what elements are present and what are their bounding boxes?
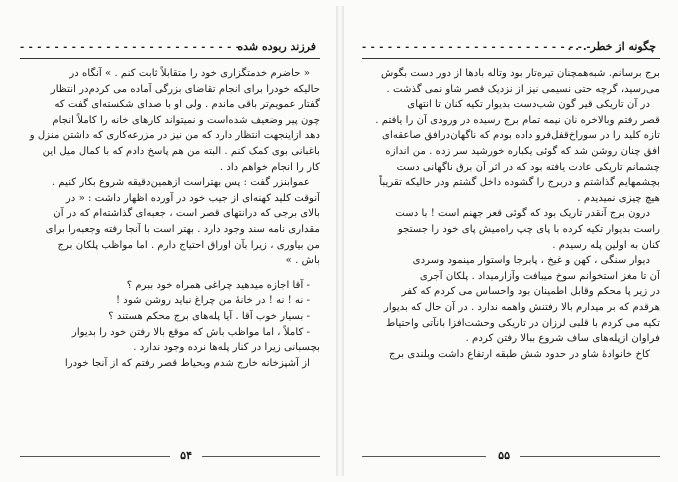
footer-rule [520,456,660,457]
text-line: گفتار عمویم‌تر باقی ماندم . ولی او با صدای شکسته‌ای گفت که [54,99,320,111]
text-line: چشمانم تاریکی عادت یافته بود که در اثر آن برق ناگهانی دست [396,161,660,173]
left-header-ornament: - - - - - - - - - - - - - - - - - - - - - - - - - - [20,42,241,53]
text-line: برج برسانم. شبه‌همچنان تیره‌تار بود وتاله بادها از دور دست بگوش [380,68,660,79]
right-page-footer [362,450,660,464]
text-line: دیوار سنگی ، کهن و غیخ ، پابرجا واستوار مینمود وسردی [412,255,650,267]
text-line: چون پیر وضعیف شده‌است و نمیتواند کارهای خانه را کاملاً انجام [52,114,320,126]
right-page [362,0,660,482]
text-line: باغبانی بوی کمک کنم . البته من هم پاسخ دادم که با کمال میل این [42,145,320,157]
footer-rule [20,456,170,457]
text-line: باش . » [285,255,320,267]
text-line: مقداری نامه سند وجود دارد . بهتر است با آنجا رفته وجعبه‌را برای [45,223,320,235]
right-page-header [362,40,660,56]
right-page-number: ۵۵ [498,449,510,462]
right-header-rule [362,58,660,59]
left-page-body [20,66,320,371]
text-line: عمو‌ابنزر گفت : پس بهتراست ازهمین‌دقیقه شروع بکار کنیم . [51,177,310,189]
text-line: کار را انجام خواهم داد . [219,161,320,173]
text-line: کنان به اولین پله رسیدم . [552,239,660,251]
footer-rule [362,456,486,457]
left-page-title: فرزند ربوده شده [237,40,316,53]
text-line: بالای برجی که درانتهای قصر است ، جعبه‌ای گذاشته‌ام که در آن [53,208,320,220]
text-line: « حاضرم خدمتگزاری خود را متقابلاً ثابت کنم . » آنگاه در [69,68,310,79]
text-line: تکیه می کردم با قلبی لرزان در تاریکی وحشت‌افزا بانآتی واحتیاط [385,317,660,329]
text-line: راست بدیوار تکیه کرده با پای چپ راه‌میش پای خود را جستجو [397,223,660,235]
text-line: آن تا مغز استخوانم سوخ میبافت وآزارمیداد . پلکان آجری [419,270,660,282]
text-line: من بیاوری ، زیرا بآن اوراق احتیاج دارم . اما مواظب پلکان برج [57,239,320,251]
text-line: - نه ! نه ! در خانهٔ من چراغ نباید روشن شود ! [115,295,310,307]
text-line: - بسیار خوب آقا . آیا پله‌های برج محکم هستند ؟ [108,310,310,322]
text-line: در زیر پا محکم وقابل اطمینان بود واحساس می کردم که کفر [401,286,660,298]
text-line: فراوان ازپله‌های ساف شروع ببالا رفتن کردم . [465,333,660,345]
text-line: هیچ چیزی نمیدیدم . [577,192,660,204]
text-line: - آقا اجازه میدهید چراغی همراه خود ببرم ؟ [126,279,310,291]
text-line: می‌رسید، گرچه حتی نسیمی نیز از نزدیک قصر شاو نمی گذشت . [386,83,660,95]
text-line: کاخ خانوادهٔ شاو در حدود شش طبقه ارتفاع داشت وبلندی برج [389,348,650,360]
text-line: هرقدم که بر میدارم بالا رفتنش واهمه ندارد . در آن حال که بدیوار [383,301,660,313]
text-line: تازه کلید را در سوراخ‌قفل‌فرو داده بودم که ناگهان‌درافق صاعقه‌ای [382,130,660,142]
text-line: در آن تاریکی قیر گون شب‌دست بدیوار تکیه کنان تا انتهای [407,99,650,111]
text-line: بچشمهایم گذاشتم و دربرج را گشوده داخل گشتم ودر حالیکه تقریباً [379,177,660,189]
right-page-body [362,66,660,362]
left-page-number: ۵۴ [180,449,192,462]
text-line: قصر رفتم وبالاخره نان نیمه تمام برج رسیده در ورودی آن را یافتم . [375,114,660,126]
text-line: درون برج آنقدر تاریک بود که گوئی قعر جهنم است ! با دست [395,208,650,220]
text-line: - کاملاً ، اما مواظب باش که موقع بالا رفتن خود را بدیوار [71,326,310,338]
text-line: حالیکه خودرا برای انجام تقاضای بزرگی آماده می کردم‌در انتظار [50,83,320,95]
footer-rule [202,456,320,457]
text-line: بچسبانی زیرا در کنار پله‌ها نرده وجود ندارد . [133,342,320,354]
right-header-ornament: - - - - - - - - - - - - - - - - - - - - - - - - - - - [362,42,592,53]
left-header-rule [20,58,320,59]
book-gutter [336,6,344,476]
text-line: آنوقت کلید کهنه‌ای از جیب خود در آورده اظهار داشت : « در [65,192,320,204]
text-line: دهد ازاینجهت انتظار دارد که من نیز در‌ مزرعه‌کاری که داشتن منزل و [29,130,320,142]
right-page-title: چگونه از خطر . . . [567,40,656,53]
text-line: افق چنان روشن شد که گوئی یکباره خورشید سر زده . من اندازه [385,145,660,157]
text-line: از آشپزخانه خارج شدم وبحیاط قصر رفتم که از آنجا خودرا [64,357,310,369]
left-page [20,0,320,482]
left-page-footer [20,450,320,464]
left-page-header [20,40,320,56]
